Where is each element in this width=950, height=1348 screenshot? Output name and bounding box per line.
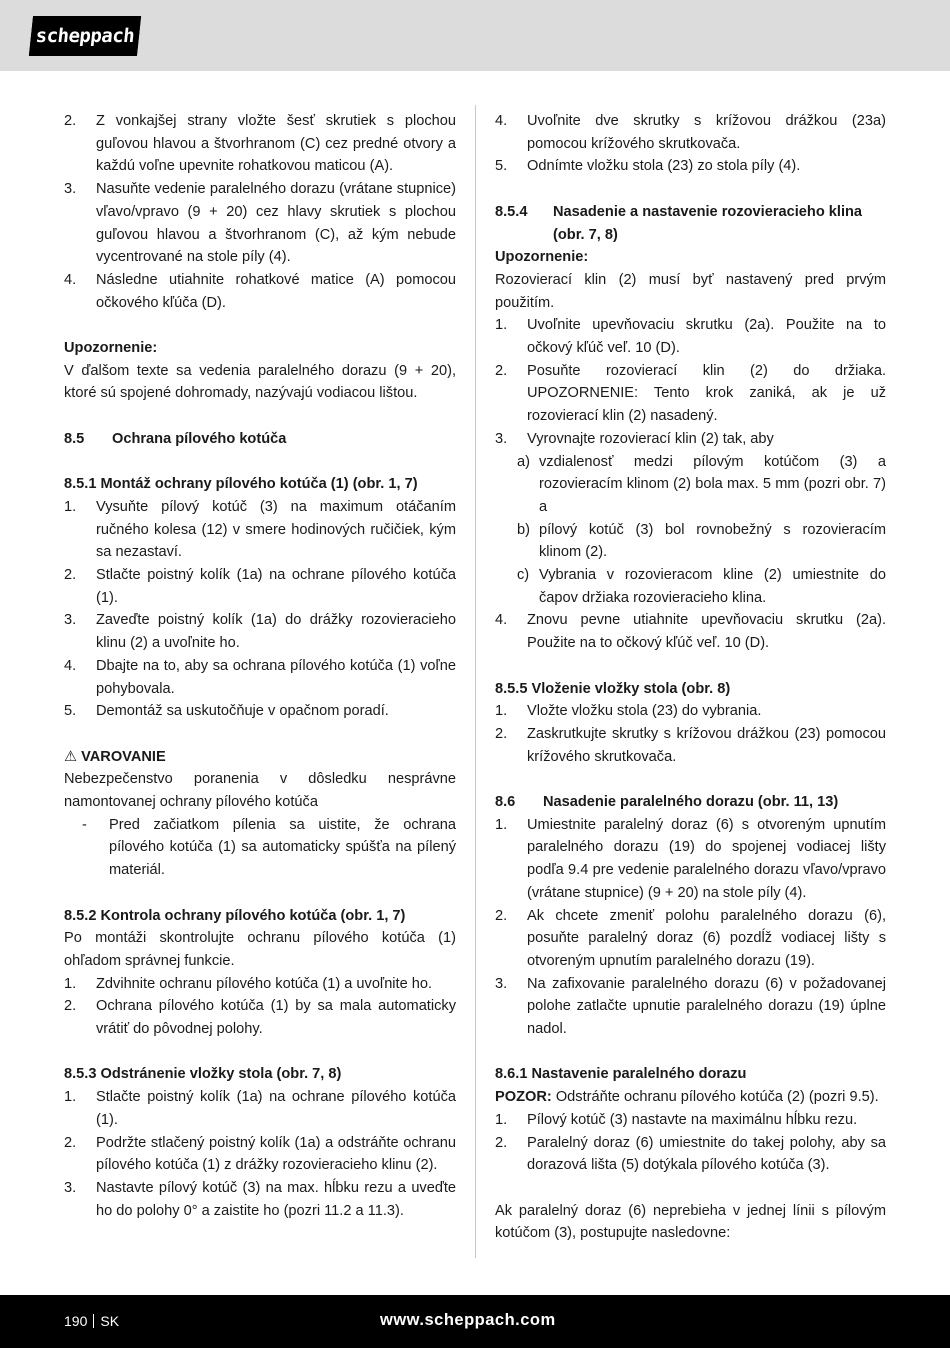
column-divider: [475, 105, 476, 1258]
page-number: 190 SK: [64, 1313, 120, 1329]
brand-text: scheppach: [34, 24, 136, 47]
list-item: 4. Dbajte na to, aby sa ochrana pílového kotúča (1) voľne pohybovala.: [64, 657, 456, 697]
warning-heading: ⚠ VAROVANIE: [64, 746, 456, 769]
list-item: 3. Vyrovnajte rozovierací klin (2) tak, aby: [495, 430, 774, 447]
caution-label: POZOR:: [495, 1089, 552, 1106]
sub-list-item: c) Vybrania v rozovieracom kline (2) umiestnite do čapov držiaka rozovieracieho klina.: [517, 567, 886, 606]
warning-triangle-icon: ⚠: [64, 748, 78, 765]
list-8-5-4: [495, 314, 886, 655]
list-item: 4. Uvoľnite dve skrutky s krížovou drážkou (23a) pomocou krížového skrutkovača.: [495, 113, 886, 152]
list-item: 3. Nastavte pílový kotúč (3) na max. hĺbku rezu a uveďte ho do polohy 0° a zaistite ho (pozri 11.2 a 11.3).: [64, 1179, 456, 1219]
page-footer: [0, 1295, 950, 1348]
list-steps-top: [64, 110, 456, 314]
note-title: Upozornenie:: [495, 249, 589, 266]
list-item: 1. Zdvihnite ochranu pílového kotúča (1) a uvoľnite ho.: [64, 975, 433, 992]
list-item: 3. Na zafixovanie paralelného dorazu (6) v požadovanej polohe zatlačte upnutie paralelného dorazu (19) úplne nadol.: [495, 975, 886, 1038]
list-item: 1. Vložte vložku stola (23) do vybrania.: [495, 703, 762, 720]
section-heading-8-5-5: 8.5.5 Vloženie vložky stola (obr. 8): [495, 680, 731, 697]
list-item: 2. Paralelný doraz (6) umiestnite do takej polohy, aby sa dorazová lišta (5) dotýkala pílového kotúča (3).: [495, 1134, 886, 1174]
website-url[interactable]: www.scheppach.com: [380, 1311, 556, 1329]
note-text: Rozovierací klin (2) musí byť nastavený pred prvým použitím.: [495, 271, 886, 311]
list-item: 1. Stlačte poistný kolík (1a) na ochrane pílového kotúča (1).: [64, 1089, 456, 1128]
list-item: 4. Znovu pevne utiahnite upevňovaciu skrutku (2a). Použite na to očkový kľúč veľ. 10 (D).: [495, 612, 886, 652]
list-item: 2. Stlačte poistný kolík (1a) na ochrane pílového kotúča (1).: [64, 567, 456, 606]
note-text: V ďalšom texte sa vedenia paralelného dorazu (9 + 20), ktoré sú spojené dohromady, nazývajú vodiacou lištou.: [64, 362, 456, 402]
list-item: 1. Umiestnite paralelný doraz (6) s otvoreným upnutím paralelného dorazu (19) do spojenej vodiacej lišty podľa 9.4 pre vedenie paralelného dorazu vľavo/vpravo (vrátane stupnice) (9 + 20) na stole píly (4).: [495, 816, 886, 901]
list-item: 2. Ochrana pílového kotúča (1) by sa mala automaticky vrátiť do pôvodnej polohy.: [64, 998, 456, 1038]
list-item: 4. Následne utiahnite rohatkové matice (A) pomocou očkového kľúča (D).: [64, 271, 456, 311]
list-8-5-5: [495, 700, 886, 768]
section-heading-8-5-1: 8.5.1 Montáž ochrany pílového kotúča (1) (obr. 1, 7): [64, 476, 418, 493]
list-8-5-3: [64, 1086, 456, 1222]
scheppach-logo: [29, 16, 141, 56]
section-heading-8-5: 8.5 Ochrana pílového kotúča: [64, 430, 287, 447]
right-column: [495, 110, 886, 1245]
closing-paragraph: Ak paralelný doraz (6) neprebieha v jednej línii s pílovým kotúčom (3), postupujte nasledovne:: [495, 1202, 886, 1242]
sub-list-item: a) vzdialenosť medzi pílovým kotúčom (3) a rozovieracím klinom (2) bola max. 5 mm (pozri obr. 7) a: [517, 453, 886, 515]
list-item: 2. Z vonkajšej strany vložte šesť skrutiek s plochou guľovou hlavou a štvorhranom (C) cez predné otvory a každú voľne upevnite rohatkovou maticou (A).: [64, 113, 456, 175]
list-8-5-2: [64, 973, 456, 1041]
page-header: [0, 0, 950, 71]
warning-bullet: - Pred začiatkom pílenia sa uistite, že ochrana pílového kotúča (1) sa automaticky spúšťa na pílený materiál.: [82, 816, 456, 879]
section-heading-8-5-4: 8.5.4 Nasadenie a nastavenie rozovieracieho klina (obr. 7, 8): [495, 203, 863, 243]
list-8-6: [495, 814, 886, 1041]
sub-list-item: b) pílový kotúč (3) bol rovnobežný s rozovieracím klinom (2).: [517, 521, 886, 561]
caution-paragraph: POZOR: Odstráňte ochranu pílového kotúča (2) (pozri 9.5).: [495, 1089, 879, 1106]
list-item: 1. Uvoľnite upevňovaciu skrutku (2a). Použite na to očkový kľúč veľ. 10 (D).: [495, 317, 886, 357]
list-item: 3. Nasuňte vedenie paralelného dorazu (vrátane stupnice) vľavo/vpravo (9 + 20) cez hlavy skrutiek s plochou guľovou hlavou a štvorhranom (C), až kým nebude vycentrované na stole píly (4).: [64, 181, 456, 266]
list-item: 2. Posuňte rozovierací klin (2) do držiaka. UPOZORNENIE: Tento krok zaniká, ak je už rozovierací klin (2) nasadený.: [495, 362, 886, 425]
list-item: 2. Ak chcete zmeniť polohu paralelného dorazu (6), posuňte paralelný doraz (6) pozdĺž vodiacej lišty s otvoreným upnutím paralelného dorazu (19).: [495, 907, 886, 969]
note-title: Upozornenie:: [64, 340, 158, 357]
list-item: 3. Zaveďte poistný kolík (1a) do drážky rozovieracieho klinu (2) a uvoľnite ho.: [64, 612, 456, 652]
list-item: 1. Pílový kotúč (3) nastavte na maximálnu hĺbku rezu.: [495, 1111, 858, 1128]
section-heading-8-6: 8.6 Nasadenie paralelného dorazu (obr. 11, 13): [495, 794, 839, 811]
list-8-6-1: [495, 1109, 886, 1177]
list-item: 5. Demontáž sa uskutočňuje v opačnom poradí.: [64, 703, 389, 720]
list-item: 1. Vysuňte pílový kotúč (3) na maximum otáčaním ručného kolesa (12) v smere hodinových ručičiek, kým sa nezastaví.: [64, 498, 456, 561]
section-heading-8-6-1: 8.6.1 Nastavenie paralelného dorazu: [495, 1066, 747, 1083]
section-heading-8-5-3: 8.5.3 Odstránenie vložky stola (obr. 7, 8): [64, 1066, 342, 1083]
list-item: 5. Odnímte vložku stola (23) zo stola píly (4).: [495, 158, 801, 175]
list-item: 2. Podržte stlačený poistný kolík (1a) a odstráňte ochranu pílového kotúča (1) z drážky rozovieracieho klinu (2).: [64, 1134, 456, 1174]
list-steps-top-right: [495, 110, 886, 178]
list-item: 2. Zaskrutkujte skrutky s krížovou drážkou (23) pomocou krížového skrutkovača.: [495, 725, 886, 765]
warning-text: Nebezpečenstvo poranenia v dôsledku nesprávne namontovanej ochrany pílového kotúča: [64, 771, 456, 811]
left-column: [64, 110, 456, 1222]
paragraph-8-5-2: Po montáži skontrolujte ochranu pílového kotúča (1) ohľadom správnej funkcie.: [64, 930, 456, 969]
list-8-5-1: [64, 496, 456, 723]
section-heading-8-5-2: 8.5.2 Kontrola ochrany pílového kotúča (obr. 1, 7): [64, 907, 406, 924]
